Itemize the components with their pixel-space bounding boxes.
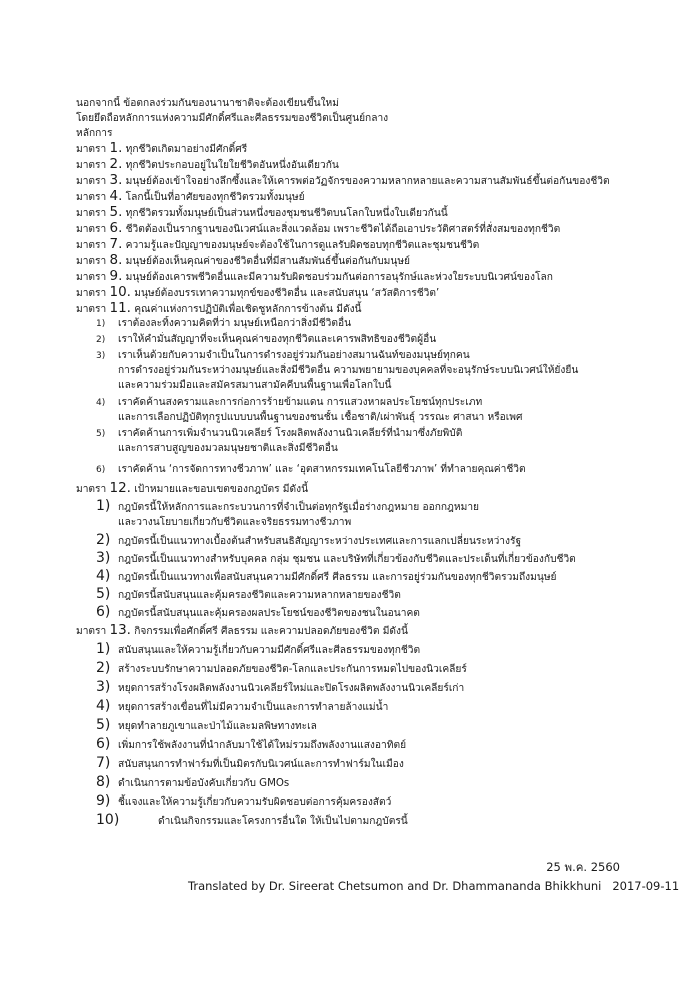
article-11-item-3: 3) เราเห็นด้วยกับความจำเป็นในการดำรงอยู่ร่วมกันอย่างสมานฉันท์ของมนุษย์ทุกคน <box>96 350 470 361</box>
article-12-item-3: 3) กฎบัตรนี้เป็นแนวทางสำหรับบุคคล กลุ่ม ชุมชน และบริษัทที่เกี่ยวข้องกับชีวิตและประเด็นที่เกี่ยวข้องกับชีวิต <box>96 551 576 566</box>
article-11-item-3-cont: และความร่วมมือและสมัครสมานสามัคคีบนพื้นฐานเพื่อโลกใบนี้ <box>118 380 392 391</box>
article-5: มาตรา 5. ทุกชีวิตรวมทั้งมนุษย์เป็นส่วนหนึ่งของชุมชนชีวิตบนโลกใบหนึ่งใบเดียวกันนี้ <box>76 205 448 220</box>
article-11-item-1: 1) เราต้องละทิ้งความคิดที่ว่า มนุษย์เหนือกว่าสิ่งมีชีวิตอื่น <box>96 318 352 329</box>
document-date: 25 พ.ค. 2560 <box>546 860 620 874</box>
article-13-item-10: 10) ดำเนินกิจกรรมและโครงการอื่นใด ให้เป็นไปตามกฎบัตรนี้ <box>96 813 408 828</box>
article-13: มาตรา 13. กิจกรรมเพื่อศักดิ์ศรี ศีลธรรม และความปลอดภัยของชีวิต มีดังนี้ <box>76 623 408 638</box>
article-13-item-7: 7) สนับสนุนการทำฟาร์มที่เป็นมิตรกับนิเวศน์และการทำฟาร์มในเมือง <box>96 756 404 771</box>
article-12-item-5: 5) กฎบัตรนี้สนับสนุนและคุ้มครองชีวิตและความหลากหลายของชีวิต <box>96 587 401 602</box>
article-12-item-1-cont: และวางนโยบายเกี่ยวกับชีวิตและจริยธรรมทางชีวภาพ <box>118 517 352 528</box>
translator-credit: Translated by Dr. Sireerat Chetsumon and Dr. Dhammananda Bhikkhuni 2017-09-11 <box>188 879 680 893</box>
article-13-item-1: 1) สนับสนุนและให้ความรู้เกี่ยวกับความมีศักดิ์ศรีและศีลธรรมของทุกชีวิต <box>96 642 421 657</box>
intro-line: โดยยึดถือหลักการแห่งความมีศักดิ์ศรีและศีลธรรมของชีวิตเป็นศูนย์กลาง <box>76 113 389 124</box>
article-13-item-8: 8) ดำเนินการตามข้อบังคับเกี่ยวกับ GMOs <box>96 775 290 790</box>
article-13-item-2: 2) สร้างระบบรักษาความปลอดภัยของชีวิต-โลกและประกันการหมดไปของนิวเคลียร์ <box>96 661 467 676</box>
article-13-item-5: 5) หยุดทำลายภูเขาและป่าไม้และมลพิษทางทะเล <box>96 718 317 733</box>
article-12-item-2: 2) กฎบัตรนี้เป็นแนวทางเบื้องต้นสำหรับสนธิสัญญาระหว่างประเทศและการแลกเปลี่ยนระหว่างรัฐ <box>96 533 522 548</box>
article-8: มาตรา 8. มนุษย์ต้องเห็นคุณค่าของชีวิตอื่นที่มีสานสัมพันธ์ขึ้นต่อกันกับมนุษย์ <box>76 253 411 268</box>
article-12-item-6: 6) กฎบัตรนี้สนับสนุนและคุ้มครองผลประโยชน์ของชีวิตของชนในอนาคต <box>96 605 420 620</box>
article-11-item-4: 4) เราคัดค้านสงครามและการก่อการร้ายข้ามแดน การแสวงหาผลประโยชน์ทุกประเภท <box>96 397 483 408</box>
article-13-item-6: 6) เพิ่มการใช้พลังงานที่นำกลับมาใช้ได้ใหม่รวมถึงพลังงานแสงอาทิตย์ <box>96 737 407 752</box>
article-3: มาตรา 3. มนุษย์ต้องเข้าใจอย่างลึกซึ้งและให้เคารพต่อวัฏจักรของความหลากหลายและความสานสัมพันธ์ขึ้นต่อกันของชีวิต <box>76 173 610 188</box>
article-6: มาตรา 6. ชีวิตต้องเป็นรากฐานของนิเวศน์และสิ่งแวดล้อม เพราะชีวิตได้ถือเอาประวัติศาสตร์ที่สั่งสมของทุกชีวิต <box>76 221 561 236</box>
article-10: มาตรา 10. มนุษย์ต้องบรรเทาความทุกข์ของชีวิตอื่น และสนับสนุน ‘สวัสดิการชีวิต’ <box>76 285 440 300</box>
article-1: มาตรา 1. ทุกชีวิตเกิดมาอย่างมีศักดิ์ศรี <box>76 141 248 156</box>
article-11: มาตรา 11. คุณค่าแห่งการปฏิบัติเพื่อเชิดชูหลักการข้างต้น มีดังนี้ <box>76 301 362 316</box>
article-11-item-6: 6) เราคัดค้าน ‘การจัดการทางชีวภาพ’ และ ‘อุตสาหกรรมเทคโนโลยีชีวภาพ’ ที่ทำลายคุณค่าชีวิต <box>96 464 526 475</box>
article-12: มาตรา 12. เป้าหมายและขอบเขตของกฎบัตร มีดังนี้ <box>76 481 309 496</box>
article-12-item-4: 4) กฎบัตรนี้เป็นแนวทางเพื่อสนับสนุนความมีศักดิ์ศรี ศีลธรรม และการอยู่ร่วมกันของทุกชีวิตรวมถึงมนุษย์ <box>96 569 557 584</box>
article-11-item-5-cont: และการสาบสูญของมวลมนุษยชาติและสิ่งมีชีวิตอื่น <box>118 443 338 454</box>
article-11-item-5: 5) เราคัดค้านการเพิ่มจำนวนนิวเคลียร์ โรงผลิตพลังงานนิวเคลียร์ที่นำมาซึ่งภัยพิบัติ <box>96 428 463 439</box>
article-11-item-4-cont: และการเลือกปฏิบัติทุกรูปแบบบนพื้นฐานของชนชั้น เชื้อชาติ/เผ่าพันธุ์ วรรณะ ศาสนา หรือเพศ <box>118 412 523 423</box>
article-13-item-4: 4) หยุดการสร้างเขื่อนที่ไม่มีความจำเป็นและการทำลายล้างแม่น้ำ <box>96 699 389 714</box>
intro-line: นอกจากนี้ ข้อตกลงร่วมกันของนานาชาติจะต้องเขียนขึ้นใหม่ <box>76 98 339 109</box>
article-7: มาตรา 7. ความรู้และปัญญาของมนุษย์จะต้องใช้ในการดูแลรับผิดชอบทุกชีวิตและชุมชนชีวิต <box>76 237 480 252</box>
article-4: มาตรา 4. โลกนี้เป็นที่อาศัยของทุกชีวิตรวมทั้งมนุษย์ <box>76 189 305 204</box>
principles-heading: หลักการ <box>76 128 113 139</box>
article-9: มาตรา 9. มนุษย์ต้องเคารพชีวิตอื่นและมีความรับผิดชอบร่วมกันต่อการอนุรักษ์และห่วงใยระบบนิเวศน์ของโลก <box>76 269 553 284</box>
article-11-item-2: 2) เราให้คำมั่นสัญญาที่จะเห็นคุณค่าของทุกชีวิตและเคารพสิทธิของชีวิตผู้อื่น <box>96 334 437 345</box>
article-11-item-3-cont: การดำรงอยู่ร่วมกันระหว่างมนุษย์และสิ่งมีชีวิตอื่น ความพยายามของบุคคลที่จะอนุรักษ์ระบบนิเวศน์ให้ยั่งยืน <box>118 365 579 376</box>
article-12-item-1: 1) กฎบัตรนี้ให้หลักการและกระบวนการที่จำเป็นต่อทุกรัฐเมื่อร่างกฎหมาย ออกกฎหมาย <box>96 499 480 514</box>
article-13-item-3: 3) หยุดการสร้างโรงผลิตพลังงานนิวเคลียร์ใหม่และปิดโรงผลิตพลังงานนิวเคลียร์เก่า <box>96 680 465 695</box>
article-2: มาตรา 2. ทุกชีวิตประกอบอยู่ในใยใยชีวิตอันหนึ่งอันเดียวกัน <box>76 157 339 172</box>
article-13-item-9: 9) ชี้แจงและให้ความรู้เกี่ยวกับความรับผิดชอบต่อการคุ้มครองสัตว์ <box>96 794 392 809</box>
